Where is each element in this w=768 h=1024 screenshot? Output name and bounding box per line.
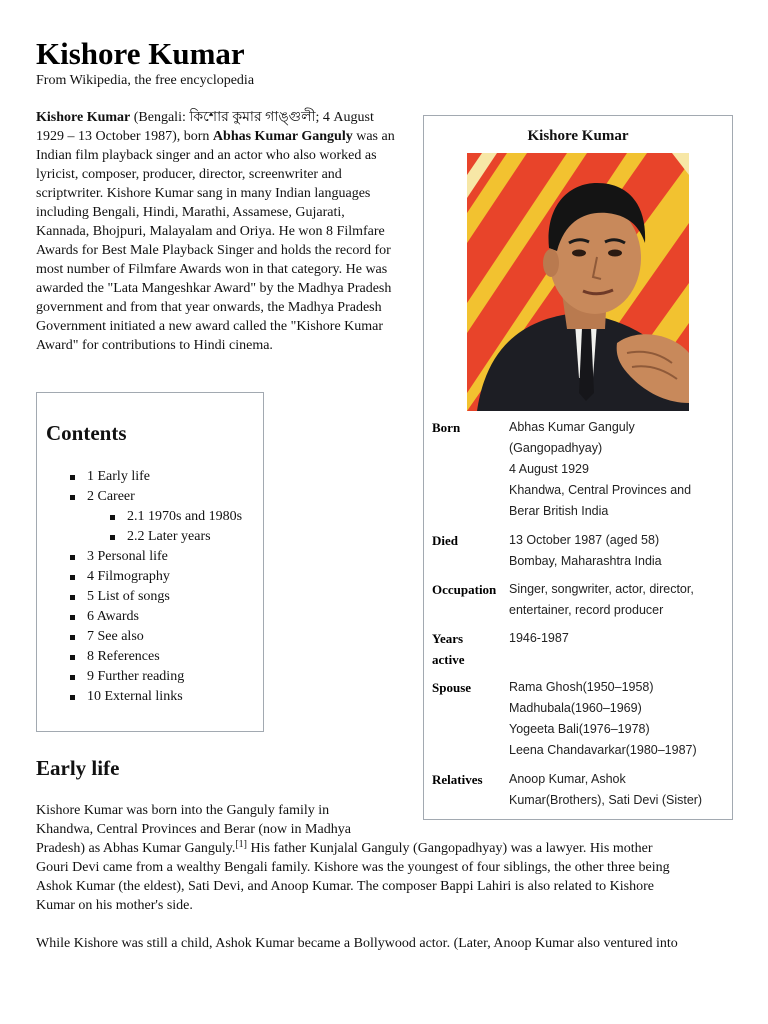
spouse-label: Spouse (432, 680, 472, 695)
early-life-line: Kishore Kumar was born into the Ganguly family in (36, 803, 330, 818)
born-line: (Gangopadhyay) (509, 441, 603, 455)
occupation-line: Singer, songwriter, actor, director, (509, 582, 694, 596)
intro-dates: ; 4 August 1929 – 13 October 1987), born (36, 110, 374, 144)
toc-list (37, 467, 242, 707)
relatives-label: Relatives (432, 772, 483, 787)
early-life-paragraph (36, 801, 736, 915)
spouse-line[interactable]: Rama Ghosh(1950–1958) (509, 680, 654, 694)
intro-birth-name: Abhas Kumar Ganguly (212, 129, 353, 144)
toc-item-later-years[interactable]: 2.2 Later years (37, 527, 242, 547)
toc-item-1970s-1980s[interactable]: 2.1 1970s and 1980s (37, 507, 242, 527)
occupation-label: Occupation (432, 582, 497, 597)
early-life-paragraph-2: While Kishore was still a child, Ashok Kumar became a Bollywood actor. (Later, Anoop Kumar also ventured into (36, 936, 678, 951)
years-active-label (432, 628, 508, 670)
years-active-line: 1946-1987 (509, 631, 569, 645)
born-value (509, 417, 731, 522)
toc-item-further-reading[interactable]: 9 Further reading (37, 667, 242, 687)
born-line: Khandwa, Central Provinces and (509, 483, 692, 497)
relatives-line[interactable]: Kumar(Brothers), Sati Devi (Sister) (509, 793, 703, 807)
toc-item-career[interactable]: 2 Career (37, 487, 242, 507)
intro-name: Kishore Kumar (36, 110, 131, 125)
infobox-title: Kishore Kumar (527, 128, 629, 144)
toc-item-early-life[interactable]: 1 Early life (37, 467, 242, 487)
years-label-line: Years (432, 631, 464, 646)
toc-item-list-of-songs[interactable]: 5 List of songs (37, 587, 242, 607)
born-line: 4 August 1929 (509, 462, 589, 476)
portrait-image[interactable] (467, 153, 689, 411)
toc-item-awards[interactable]: 6 Awards (37, 607, 242, 627)
intro-bengali-prefix: (Bengali: (130, 110, 190, 125)
born-label: Born (432, 420, 461, 435)
intro-paragraph (36, 108, 396, 355)
early-life-text: Pradesh) as Abhas Kumar Ganguly. (36, 841, 236, 856)
born-line: Berar British India (509, 504, 609, 518)
toc-item-external-links[interactable]: 10 External links (37, 687, 242, 707)
intro-bengali-name: কিশোর কুমার গাঙ্গুলী (189, 110, 316, 125)
relatives-line[interactable]: Anoop Kumar, Ashok (509, 772, 626, 786)
toc-item-see-also[interactable]: 7 See also (37, 627, 242, 647)
early-life-line (36, 839, 736, 858)
early-life-line: Khandwa, Central Provinces and Berar (now in Madhya (36, 822, 351, 837)
early-life-line: Kumar on his mother's side. (36, 898, 193, 913)
occupation-value (509, 579, 731, 621)
died-value (509, 530, 731, 572)
page-title: Kishore Kumar (36, 36, 245, 71)
early-life-text: His father Kunjalal Ganguly (Gangopadhyay) was a lawyer. His mother (247, 841, 653, 856)
spouse-line[interactable]: Yogeeta Bali(1976–1978) (509, 722, 650, 736)
table-of-contents (36, 392, 264, 732)
years-label-line: active (432, 652, 465, 667)
toc-item-references[interactable]: 8 References (37, 647, 242, 667)
reference-link[interactable]: [1] (235, 839, 248, 850)
toc-title: Contents (46, 421, 127, 445)
years-active-value (509, 628, 731, 649)
page-subtitle: From Wikipedia, the free encyclopedia (36, 73, 255, 88)
section-heading-early-life: Early life (36, 756, 120, 780)
early-life-line: Gouri Devi came from a wealthy Bengali family. Kishore was the youngest of four siblings, the other three being (36, 860, 670, 875)
toc-item-personal-life[interactable]: 3 Personal life (37, 547, 242, 567)
died-line: 13 October 1987 (aged 58) (509, 533, 660, 547)
spouse-value (509, 677, 731, 761)
infobox (423, 115, 733, 820)
intro-body: was an Indian film playback singer and an actor who also worked as lyricist, composer, producer, director, screenwriter and scriptwriter. Kishore Kumar sang in many Indian languages including Bengali, Hindi, Marathi, Assamese, Gujarati, Kannada, Bhojpuri, Malayalam and Oriya. He won 8 Filmfare Awards for Best Male Playback Singer and holds the record for most number of Filmfare Awards won in that category. He was awarded the "Lata Mangeshkar Award" by the Madhya Pradesh government and from that year onwards, the Madhya Pradesh Government initiated a new award called the "Kishore Kumar Award" for contributions to Hindi cinema. (36, 129, 395, 353)
occupation-line: entertainer, record producer (509, 603, 664, 617)
died-label: Died (432, 533, 458, 548)
toc-item-filmography[interactable]: 4 Filmography (37, 567, 242, 587)
born-line: Abhas Kumar Ganguly (509, 420, 635, 434)
died-line: Bombay, Maharashtra India (509, 554, 662, 568)
spouse-line[interactable]: Leena Chandavarkar(1980–1987) (509, 743, 697, 757)
early-life-line: Ashok Kumar (the eldest), Sati Devi, and Anoop Kumar. The composer Bappi Lahiri is also related to Kishore (36, 879, 654, 894)
spouse-line[interactable]: Madhubala(1960–1969) (509, 701, 642, 715)
